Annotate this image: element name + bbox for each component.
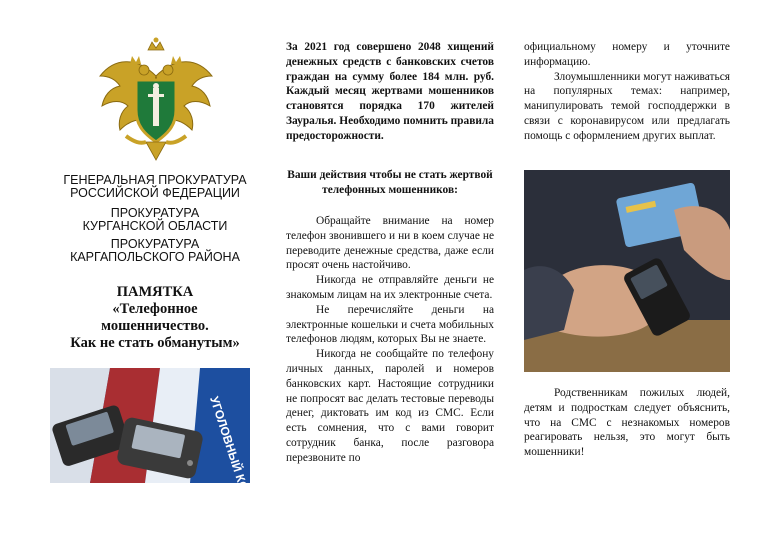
org-kurgan-prosecutor: ПРОКУРАТУРА КУРГАНСКОЙ ОБЛАСТИ — [82, 206, 228, 233]
advice-column — [524, 0, 730, 537]
org-kargapol-prosecutor: ПРОКУРАТУРА КАРГАПОЛЬСКОГО РАЙОНА — [70, 237, 240, 264]
topics-warning: Злоумышленники могут наживаться на популярных темах: например, манипулировать темой господдержки в связи с коронавирусом или предлагать помощь с оформлением других выплат. — [524, 70, 730, 142]
intro-statistics: За 2021 год совершено 2048 хищений денежных средств с банковских счетов граждан на сумму более 184 млн. руб. Каждый месяц жертвами мошенников становятся порядка 170 жителей Зауралья. Необходимо помнить правила предосторожности. — [286, 41, 494, 142]
tip-item: Никогда не сообщайте по телефону личных данных, паролей и номеров банковских карт. Настоящие сотрудники не попросят вас делать тестовые переводы денег, диктовать им код из СМС. Если есть сомнения, что с вами говорит сотрудник банка, после разговора перезвоните по — [286, 348, 494, 464]
book-cover-text: УГОЛОВНЫЙ КОДЕКС — [207, 394, 261, 524]
tip-item: Не перечисляйте деньги на электронные кошельки и счета мобильных телефонов людям, которых Вы не знаете. — [286, 303, 494, 346]
org-general-prosecutor: ГЕНЕРАЛЬНАЯ ПРОКУРАТУРА РОССИЙСКОЙ ФЕДЕРАЦИИ — [63, 173, 247, 200]
leaflet-title: ПАМЯТКА — [116, 284, 194, 300]
tip-item: Обращайте внимание на номер телефон звонившего и ни в коем случае не переводите денежные средства, даже если просят очень настойчиво. — [286, 215, 494, 272]
cover-column — [50, 0, 260, 537]
continued-advice — [524, 40, 730, 144]
tip-item: Никогда не отправляйте деньги не знакомым лицам на их электронные счета. — [286, 274, 494, 301]
relatives-advice: Родственникам пожилых людей, детям и подросткам следует объяснить, что на СМС с незнакомых номеров реагировать нельзя, это могут быть мошенники! — [524, 387, 730, 459]
prosecutor-emblem-icon — [96, 36, 216, 166]
leaflet-subtitle: «Телефонное мошенничество. Как не стать обманутым» — [70, 301, 240, 351]
callback-text: официальному номеру и уточните информацию. — [524, 41, 730, 68]
tips-list — [286, 214, 494, 466]
phone-and-card-photo — [524, 170, 730, 372]
criminal-code-phones-photo — [50, 368, 261, 524]
actions-heading: Ваши действия чтобы не стать жертвой телефонных мошенников: — [287, 169, 493, 196]
info-column — [286, 0, 494, 537]
